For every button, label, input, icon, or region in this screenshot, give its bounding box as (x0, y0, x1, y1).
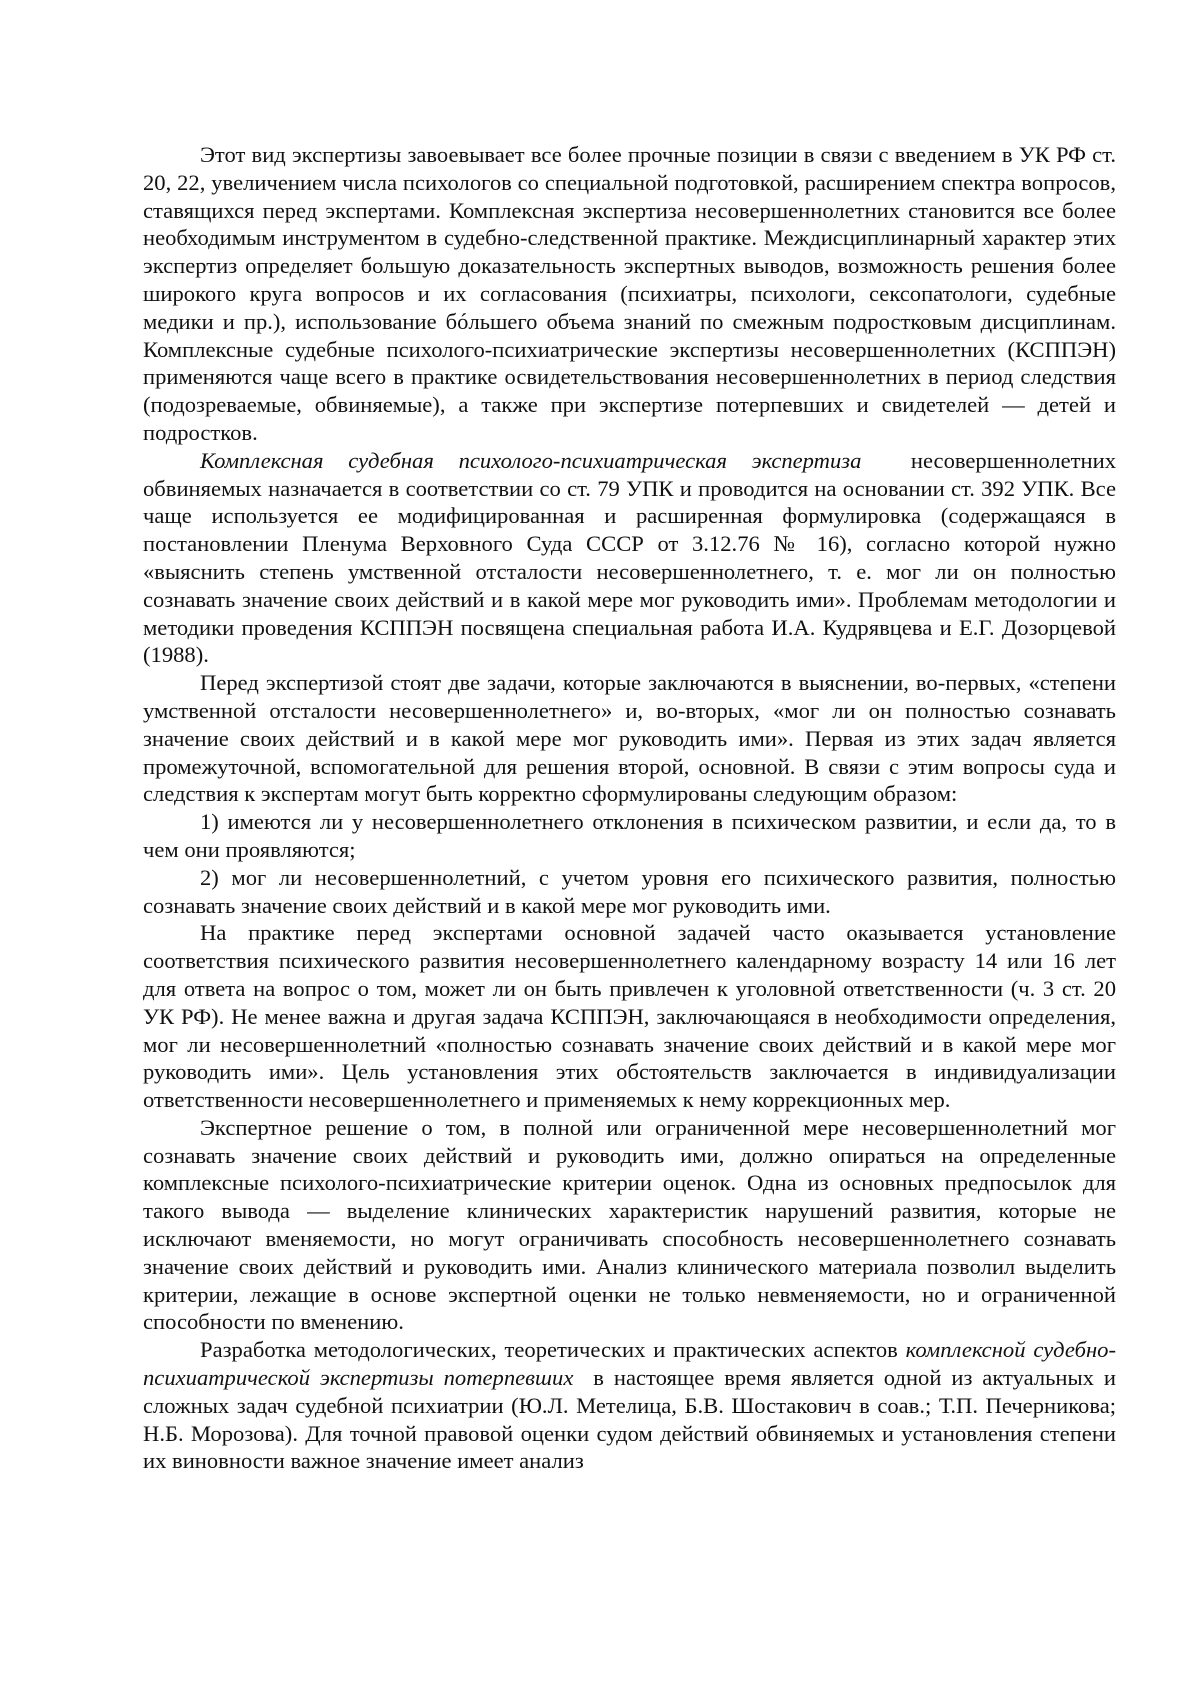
paragraph-2-text: несовершеннолетних обвиняемых назначается в соответствии со ст. 79 УПК и проводится на основании ст. 392 УПК. Все чаще используется ее модифицированная и расширенная формулировка (содержащаяся в постановлении Пленума Верховного Суда СССР от 3.12.76 № 16), согласно которой нужно «выяснить степень умственной отсталости несовершеннолетнего, т. е. мог ли он полностью сознавать значение своих действий и в какой мере мог руководить ими». Проблемам методологии и методики проведения КСППЭН посвящена специальная работа И.А. Кудрявцева и Е.Г. Дозорцевой (1988). (143, 447, 1122, 668)
paragraph-6-text-before: Разработка методологических, теоретических и практических аспектов (200, 1337, 906, 1363)
paragraph-6-italic-term: комплексной судебно-психиатрической экспертизы потерпевших (143, 1337, 1117, 1391)
list-item-2 (143, 864, 1116, 920)
paragraph-2-italic-term: Комплексная судебная психолого-психиатрическая экспертиза (200, 447, 862, 473)
document-page (143, 141, 1122, 1475)
paragraph-5-text: Экспертное решение о том, в полной или ограниченной мере несовершеннолетний мог сознавать значение своих действий и руководить ими, должно опираться на определенные комплексные психолого-психиатрические критерии оценок. Одна из основных предпосылок для такого вывода — выделение клинических характеристик нарушений развития, которые не исключают вменяемости, но могут ограничивать способность несовершеннолетнего сознавать значение своих действий и руководить ими. Анализ клинического материала позволил выделить критерии, лежащие в основе экспертной оценки не только невменяемости, но и ограниченной способности по вменению. (143, 1114, 1116, 1335)
list-item-1-text: 1) имеются ли у несовершеннолетнего отклонения в психическом развитии, и если да, то в чем они проявляются; (143, 809, 1116, 862)
paragraph-1 (143, 141, 1116, 447)
list-item-2-text: 2) мог ли несовершеннолетний, с учетом уровня его психического развития, полностью сознавать значение своих действий и в какой мере мог руководить ими. (143, 864, 1116, 918)
paragraph-5 (143, 1114, 1116, 1336)
paragraph-1-text: Этот вид экспертизы завоевывает все более прочные позиции в связи с введением в УК РФ ст. 20, 22, увеличением числа психологов со специальной подготовкой, расширением спектра вопросов, ставящихся перед экспертами. Комплексная экспертиза несовершеннолетних становится все более необходимым инструментом в судебно-следственной практике. Междисциплинарный характер этих экспертиз определяет большую доказательность экспертных выводов, возможность решения более широкого круга вопросов и их согласования (психиатры, психологи, сексопатологи, судебные медики и пр.), использование бóльшего объема знаний по смежным подростковым дисциплинам. Комплексные судебные психолого-психиатрические экспертизы несовершеннолетних (КСППЭН) применяются чаще всего в практике освидетельствования несовершеннолетних в период следствия (подозреваемые, обвиняемые), а также при экспертизе потерпевших и свидетелей — детей и подростков. (143, 142, 1116, 445)
paragraph-4-text: На практике перед экспертами основной задачей часто оказывается установление соответствия психического развития несовершеннолетнего календарному возрасту 14 или 16 лет для ответа на вопрос о том, может ли он быть привлечен к уголовной ответственности (ч. 3 ст. 20 УК РФ). Не менее важна и другая задача КСППЭН, заключающаяся в необходимости определения, мог ли несовершеннолетний «полностью сознавать значение своих действий и в какой мере мог руководить ими». Цель установления этих обстоятельств заключается в индивидуализации ответственности несовершеннолетнего и применяемых к нему коррекционных мер. (143, 920, 1116, 1113)
paragraph-2 (143, 447, 1122, 669)
paragraph-4 (143, 919, 1116, 1114)
list-item-1 (143, 808, 1116, 864)
paragraph-6 (143, 1336, 1122, 1475)
paragraph-3-text: Перед экспертизой стоят две задачи, которые заключаются в выяснении, во-первых, «степени умственной отсталости несовершеннолетнего» и, во-вторых, «мог ли он полностью сознавать значение своих действий и в какой мере мог руководить ими». Первая из этих задач является промежуточной, вспомогательной для решения второй, основной. В связи с этим вопросы суда и следствия к экспертам могут быть корректно сформулированы следующим образом: (143, 670, 1116, 807)
paragraph-3 (143, 669, 1116, 808)
paragraph-6-text: в настоящее время является одной из актуальных и сложных задач судебной психиатрии (Ю.Л. Метелица, Б.В. Шостакович в соав.; Т.П. Печерникова; Н.Б. Морозова). Для точной правовой оценки судом действий обвиняемых и установления степени их виновности важное значение имеет анализ (143, 1365, 1122, 1474)
